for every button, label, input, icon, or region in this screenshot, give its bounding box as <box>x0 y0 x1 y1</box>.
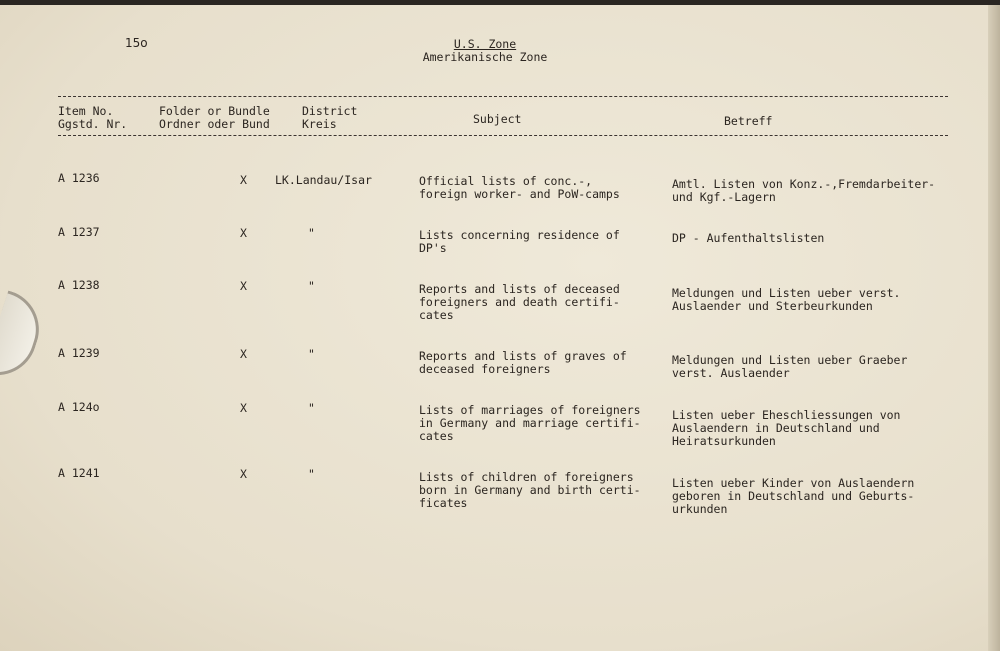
row-district: LK.Landau/Isar <box>275 173 372 187</box>
row-folder-mark: X <box>240 226 247 240</box>
row-folder-mark: X <box>240 279 247 293</box>
row-item-number: A 1237 <box>58 225 100 239</box>
row-subject: Official lists of conc.-, foreign worker- and PoW-camps <box>419 174 620 201</box>
paper-clip <box>0 290 49 385</box>
header-folder: Folder or Bundle Ordner oder Bund <box>159 104 270 131</box>
row-item-number: A 124o <box>58 400 100 414</box>
row-folder-mark: X <box>240 467 247 481</box>
zone-title: U.S. Zone <box>453 37 517 51</box>
row-subject: Lists concerning residence of DP's <box>419 228 620 255</box>
row-betreff: Listen ueber Kinder von Auslaendern geboren in Deutschland und Geburts- urkunden <box>672 476 915 516</box>
header-item-no: Item No. Ggstd. Nr. <box>58 104 128 131</box>
row-district-ditto: " <box>308 467 315 481</box>
row-subject: Reports and lists of graves of deceased foreigners <box>419 349 627 376</box>
row-subject: Lists of marriages of foreigners in Germany and marriage certifi- cates <box>419 403 641 443</box>
zone-subtitle: Amerikanische Zone <box>422 50 548 64</box>
row-item-number: A 1241 <box>58 466 100 480</box>
row-folder-mark: X <box>240 347 247 361</box>
row-folder-mark: X <box>240 401 247 415</box>
row-betreff: DP - Aufenthaltslisten <box>672 231 825 245</box>
row-district-ditto: " <box>308 347 315 361</box>
header-bottom-rule <box>58 135 948 136</box>
header-top-rule <box>58 96 948 97</box>
row-item-number: A 1238 <box>58 278 100 292</box>
row-subject: Lists of children of foreigners born in Germany and birth certi- ficates <box>419 470 641 510</box>
row-subject: Reports and lists of deceased foreigners and death certifi- cates <box>419 282 620 322</box>
row-betreff: Meldungen und Listen ueber Graeber verst. Auslaender <box>672 353 908 380</box>
page-edge <box>988 5 1000 651</box>
row-betreff: Meldungen und Listen ueber verst. Auslaender und Sterbeurkunden <box>672 286 901 313</box>
page-number: 15o <box>125 36 148 50</box>
row-district-ditto: " <box>308 279 315 293</box>
row-item-number: A 1236 <box>58 171 100 185</box>
row-folder-mark: X <box>240 173 247 187</box>
row-district-ditto: " <box>308 226 315 240</box>
document-page <box>0 5 990 651</box>
header-subject: Subject <box>473 112 522 126</box>
header-district: District Kreis <box>302 104 358 131</box>
row-betreff: Listen ueber Eheschliessungen von Auslaendern in Deutschland und Heiratsurkunden <box>672 408 901 448</box>
row-betreff: Amtl. Listen von Konz.-,Fremdarbeiter- und Kgf.-Lagern <box>672 177 936 204</box>
header-betreff: Betreff <box>724 114 773 128</box>
row-district-ditto: " <box>308 401 315 415</box>
row-item-number: A 1239 <box>58 346 100 360</box>
